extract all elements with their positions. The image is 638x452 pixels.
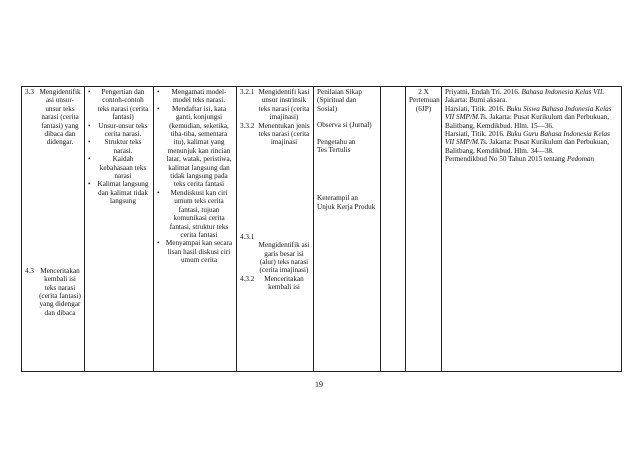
indikator-item xyxy=(240,275,310,292)
source-author: Harsiati, Titik. 2016. xyxy=(445,130,505,139)
indikator-item xyxy=(240,122,310,147)
list-item: • Mendaftar isi, kata ganti, konjungsi (kemudian, seketika, tiba-tiba, sementara itu), kalimat yang menunjuk kan rincian latar, watak, peristiwa, kalimat langsung dan tidak langsung pada teks cerita fantasi xyxy=(157,105,233,189)
kompetensi-dasar-cell xyxy=(22,87,85,372)
sumber-belajar-cell xyxy=(442,87,622,372)
kd-text: Menceritakan kembali isi teks narasi (cerita fantasi) yang didengar dan dibaca xyxy=(39,266,81,317)
materi-cell xyxy=(85,87,154,372)
source-author: Priyatni, Endah Tri. 2016. xyxy=(445,88,520,96)
indikator-text: Menceritakan kembali isi xyxy=(264,274,304,292)
source-publisher: Jakarta: Bumi aksara. xyxy=(445,96,508,105)
penilaian-unjuk-kerja: Unjuk Kerja Produk xyxy=(317,202,376,211)
source-title: Buku Siswa Bahasa Indonesia Kelas VII SMP/M.Ts. xyxy=(445,104,612,122)
syllabus-row xyxy=(22,87,622,372)
syllabus-table xyxy=(21,86,622,372)
source-regulation-title: Pedoman xyxy=(566,155,595,164)
list-item: • Kaidah kebahasaan teks narasi xyxy=(88,155,150,180)
indikator-item xyxy=(240,88,310,122)
penilaian-observasi: Observa si (Jurnal) xyxy=(317,121,372,130)
kd-item xyxy=(25,88,81,147)
indikator-number: 4.3.1 xyxy=(240,232,255,241)
source-author: Harsiati, Titik. 2016. xyxy=(445,104,505,113)
indikator-item xyxy=(240,241,310,275)
kegiatan-cell xyxy=(154,87,237,372)
kd-item xyxy=(25,267,81,317)
kd-number: 4.3 xyxy=(25,266,34,275)
source-title: Buku Guru Bahasa Indonesia Kelas VII SMP/M.Ts. xyxy=(445,130,610,147)
indikator-cell xyxy=(237,87,314,372)
materi-list xyxy=(88,88,150,206)
list-item: • Kalimat langsung dan kalimat tidak langsung xyxy=(88,180,150,205)
penilaian-cell xyxy=(314,87,381,372)
indikator-text: Menentukan jenis teks narasi (cerita imajinasi xyxy=(258,121,310,147)
page-number: 19 xyxy=(315,380,323,389)
indikator-number: 3.3.2 xyxy=(240,121,255,130)
list-item: • Unsur-unsur teks cerita narasi. xyxy=(88,122,150,139)
alokasi-waktu-cell xyxy=(406,87,442,372)
kd-number: 3.3 xyxy=(25,88,34,96)
source-publisher: Jakarta: Pusat Kurikulum dan Perbukuan, Balitbang, Kemdikbud. Hlm. 15—36. xyxy=(445,113,610,130)
kegiatan-list xyxy=(157,88,233,265)
source-publisher: Jakarta: Pusat Kurikulum dan Perbukuan, Balitbang, Kemdikbud. Hlm. 34—38. xyxy=(445,138,610,155)
list-item: • Menyampai kan secara lisan hasil diskusi ciri umum cerita xyxy=(157,239,233,264)
indikator-text: Mengidentifi kasi unsur instrinsik teks narasi (cerita imajinasi) xyxy=(258,88,310,122)
list-item: • Mendiskusi kan ciri umum teks cerita fantasi, tujuan komunikasi cerita fantasi, struktur teks cerita fantasi xyxy=(157,189,233,239)
penilaian-sikap: Penilaian Sikap (Spiritual dan Sosial) xyxy=(317,88,362,113)
alokasi-waktu: 2 X Pertemuan (6JP) xyxy=(409,88,440,113)
source-title: Bahasa Indonesia Kelas VII. xyxy=(521,88,605,96)
indikator-number: 3.2.1 xyxy=(240,88,255,96)
kd-text: Mengidentifik asi unsur-unsur teks narasi (cerita fantasi) yang dibaca dan didengar. xyxy=(39,88,81,147)
empty-cell xyxy=(381,87,406,372)
penilaian-keterampilan: Keterampil an xyxy=(317,194,358,203)
penilaian-tes: Tes Tertulis xyxy=(317,146,351,155)
list-item: • Pengertian dan contoh-contoh teks narasi (cerita fantasi) xyxy=(88,88,150,122)
penilaian-pengetahuan: Pengetahu an xyxy=(317,137,356,146)
indikator-text: Mengidentifik asi garis besar isi (alur) teks narasi (cerita imajinasi) xyxy=(258,241,310,275)
list-item: • Struktur teks narasi. xyxy=(88,138,150,155)
list-item: • Mengamati model-model teks narasi. xyxy=(157,88,233,105)
indikator-number: 4.3.2 xyxy=(240,274,255,283)
source-regulation: Permendikbud No 50 Tahun 2015 tentang xyxy=(445,155,566,164)
